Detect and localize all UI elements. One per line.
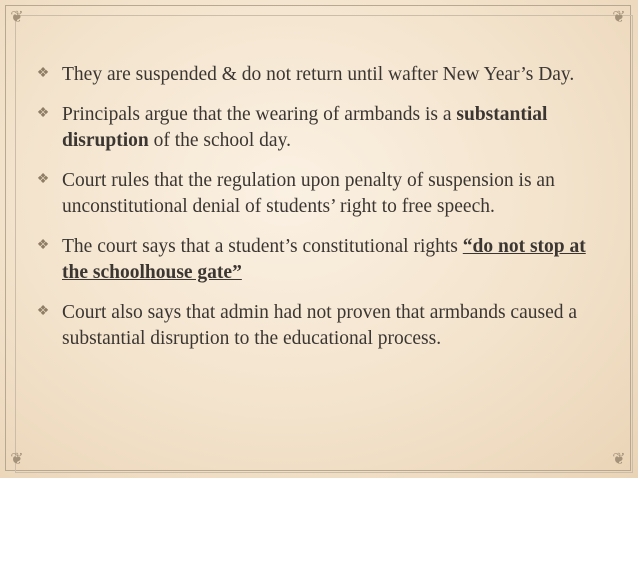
bullet-text: of the school day. bbox=[148, 130, 291, 151]
bullet-item bbox=[34, 62, 604, 89]
ornamental-diamond-icon: ❖ bbox=[36, 105, 50, 121]
bullet-text: The court says that a student’s constitutional rights bbox=[62, 235, 463, 257]
corner-ornament-icon: ❦ bbox=[10, 449, 24, 468]
corner-ornament-icon: ❦ bbox=[10, 7, 24, 26]
bullet-text: Principals argue that the wearing of armbands is a bbox=[62, 103, 457, 125]
corner-ornament-icon: ❦ bbox=[612, 7, 626, 26]
bullet-text: Court rules that the regulation upon penalty of suspension is an unconstitutional denial of students’ right to free speech. bbox=[62, 169, 555, 217]
bullet-emphasis: substantial disruption bbox=[62, 103, 548, 151]
bullet-text: Court also says that admin had not proven that armbands caused a substantial disruption to the educational process. bbox=[62, 301, 577, 349]
bullet-item bbox=[34, 234, 604, 287]
ornamental-diamond-icon: ❖ bbox=[36, 303, 50, 319]
ornamental-diamond-icon: ❖ bbox=[36, 66, 50, 81]
ornamental-diamond-icon: ❖ bbox=[36, 171, 50, 187]
bullet-item bbox=[34, 300, 604, 353]
bullet-item bbox=[34, 102, 604, 155]
corner-ornament-icon: ❦ bbox=[612, 449, 626, 468]
ornamental-diamond-icon: ❖ bbox=[36, 237, 50, 253]
bullet-item bbox=[34, 168, 604, 221]
bullet-quote: “do not stop at the schoolhouse gate” bbox=[62, 235, 586, 283]
bullet-text: They are suspended & do not return until wafter New Year’s Day. bbox=[62, 64, 575, 85]
bullet-list bbox=[34, 62, 604, 366]
